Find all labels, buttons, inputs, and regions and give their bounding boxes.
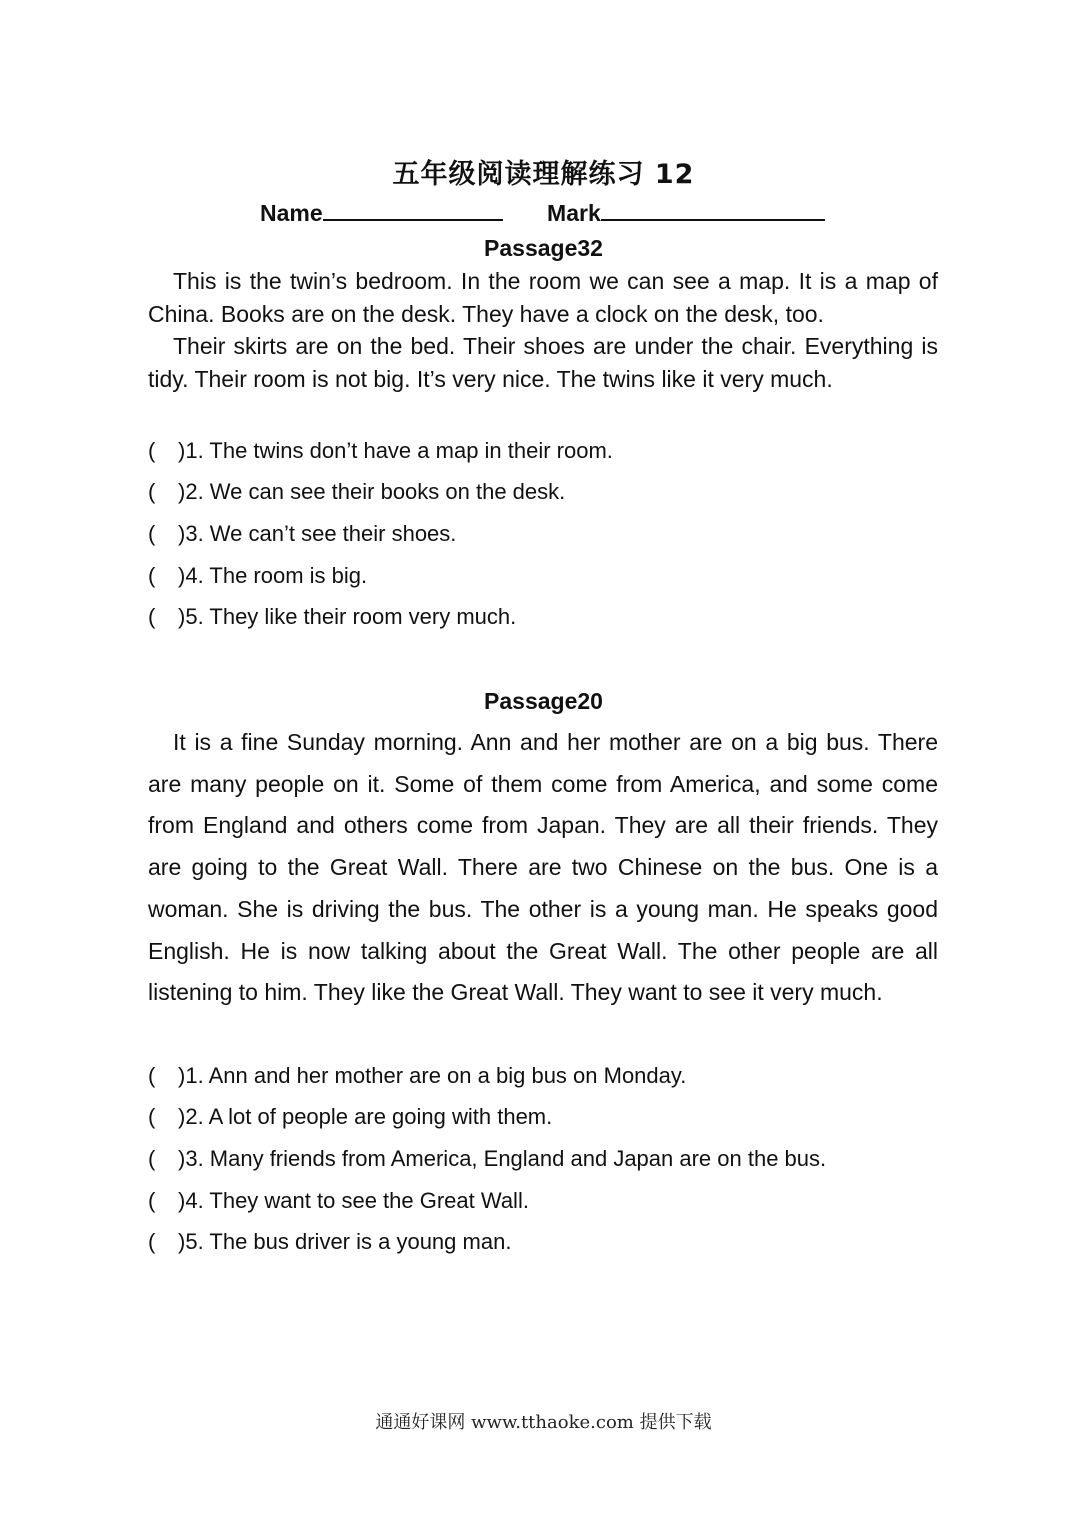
passage2-question-5[interactable]: ( )5. The bus driver is a young man. (148, 1229, 512, 1254)
question-text: 2. We can see their books on the desk. (185, 479, 566, 504)
answer-bracket: ( (148, 1104, 156, 1129)
question-text: 1. The twins don’t have a map in their room. (185, 438, 613, 463)
passage1-question-4[interactable]: ( )4. The room is big. (148, 563, 368, 588)
answer-bracket: ( (148, 563, 156, 588)
question-text: 1. Ann and her mother are on a big bus on Monday. (185, 1063, 687, 1088)
answer-bracket: ( (148, 521, 156, 546)
name-blank-line (323, 199, 503, 221)
name-label: Name (260, 200, 323, 226)
passage2-question-1[interactable]: ( )1. Ann and her mother are on a big bus on Monday. (148, 1063, 687, 1088)
passage2-title: Passage20 (484, 688, 603, 714)
mark-label: Mark (547, 200, 601, 226)
question-text: 3. Many friends from America, England and Japan are on the bus. (185, 1146, 827, 1171)
answer-bracket: ( (148, 1146, 156, 1171)
question-text: 4. The room is big. (185, 563, 368, 588)
passage1-question-5[interactable]: ( )5. They like their room very much. (148, 604, 517, 629)
question-text: 5. The bus driver is a young man. (185, 1229, 512, 1254)
passage2-question-4[interactable]: ( )4. They want to see the Great Wall. (148, 1188, 529, 1213)
footer-source: 通通好课网 www.tthaoke.com 提供下载 (375, 1412, 712, 1433)
passage2-paragraph: It is a fine Sunday morning. Ann and her mother are on a big bus. There are many people on it. Some of them come from America, and some come from England and others come from Japan. They are all their friends. They are going to the Great Wall. There are two Chinese on the bus. One is a woman. She is driving the bus. The other is a young man. He speaks good English. He is now talking about the Great Wall. The other people are all listening to him. They like the Great Wall. They want to see it very much. (148, 729, 938, 1006)
answer-bracket: ( (148, 438, 156, 463)
passage1-question-2[interactable]: ( )2. We can see their books on the desk. (148, 479, 566, 504)
question-text: 4. They want to see the Great Wall. (185, 1188, 529, 1213)
question-text: 5. They like their room very much. (185, 604, 517, 629)
passage1-paragraph-2: Their skirts are on the bed. Their shoes are under the chair. Everything is tidy. Their room is not big. It’s very nice. The twins like it very much. (148, 333, 938, 392)
page-title: 五年级阅读理解练习 12 (392, 159, 695, 190)
passage1-question-3[interactable]: ( )3. We can’t see their shoes. (148, 521, 457, 546)
answer-bracket: ( (148, 1229, 156, 1254)
answer-bracket: ( (148, 1063, 156, 1088)
answer-bracket: ( (148, 604, 156, 629)
passage1-question-1[interactable]: ( )1. The twins don’t have a map in their room. (148, 438, 613, 463)
answer-bracket: ( (148, 479, 156, 504)
passage2-question-3[interactable]: ( )3. Many friends from America, England and Japan are on the bus. (148, 1146, 827, 1171)
answer-bracket: ( (148, 1188, 156, 1213)
question-text: 3. We can’t see their shoes. (185, 521, 457, 546)
passage1-title: Passage32 (484, 235, 603, 261)
passage2-question-2[interactable]: ( )2. A lot of people are going with them. (148, 1104, 553, 1129)
passage1-paragraph-1: This is the twin’s bedroom. In the room we can see a map. It is a map of China. Books are on the desk. They have a clock on the desk, too. (148, 268, 938, 327)
mark-blank-line (601, 199, 825, 221)
question-text: 2. A lot of people are going with them. (185, 1104, 553, 1129)
name-mark-row (260, 199, 825, 227)
